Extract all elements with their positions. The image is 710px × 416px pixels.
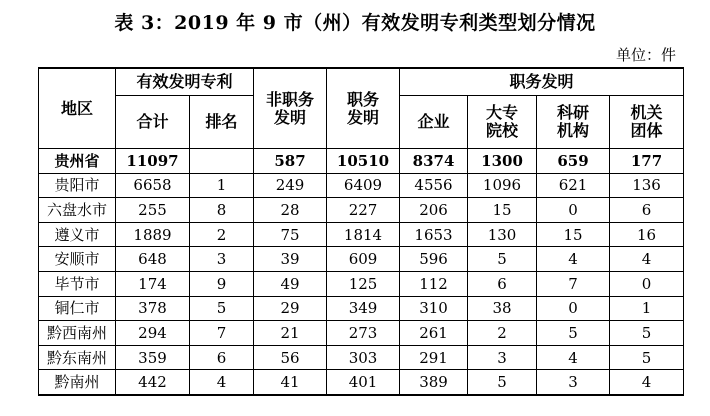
cell-enterprise: 112 [400, 271, 468, 296]
cell-non-service: 587 [254, 149, 327, 174]
patent-table [38, 67, 684, 396]
header-total: 合计 [116, 96, 190, 149]
cell-college: 1300 [468, 149, 537, 174]
cell-total: 442 [116, 370, 190, 395]
cell-non-service: 249 [254, 173, 327, 198]
cell-rank: 3 [190, 247, 254, 272]
cell-research: 0 [537, 198, 610, 223]
cell-region: 贵州省 [39, 149, 116, 174]
cell-research: 4 [537, 345, 610, 370]
header-non-service-line1: 非职务 [266, 89, 315, 109]
cell-research: 7 [537, 271, 610, 296]
header-non-service-line2: 发明 [274, 107, 307, 127]
header-research [537, 96, 610, 149]
cell-rank: 2 [190, 222, 254, 247]
cell-government: 4 [610, 370, 684, 395]
cell-service: 273 [327, 321, 400, 346]
cell-college: 15 [468, 198, 537, 223]
cell-research: 3 [537, 370, 610, 395]
header-rank: 排名 [190, 96, 254, 149]
table-body [39, 149, 684, 395]
cell-rank: 8 [190, 198, 254, 223]
cell-college: 5 [468, 370, 537, 395]
cell-region: 毕节市 [39, 271, 116, 296]
cell-college: 2 [468, 321, 537, 346]
header-non-service [254, 68, 327, 149]
cell-service: 303 [327, 345, 400, 370]
cell-total: 648 [116, 247, 190, 272]
cell-research: 659 [537, 149, 610, 174]
cell-enterprise: 291 [400, 345, 468, 370]
cell-total: 6658 [116, 173, 190, 198]
cell-government: 5 [610, 345, 684, 370]
cell-enterprise: 261 [400, 321, 468, 346]
table-row [39, 370, 684, 395]
cell-enterprise: 4556 [400, 173, 468, 198]
cell-service: 1814 [327, 222, 400, 247]
table-row [39, 296, 684, 321]
cell-region: 六盘水市 [39, 198, 116, 223]
cell-region: 黔南州 [39, 370, 116, 395]
table-row [39, 222, 684, 247]
header-service-line2: 发明 [347, 107, 380, 127]
cell-region: 贵阳市 [39, 173, 116, 198]
cell-rank: 1 [190, 173, 254, 198]
cell-non-service: 49 [254, 271, 327, 296]
cell-service: 6409 [327, 173, 400, 198]
header-valid-group: 有效发明专利 [116, 68, 254, 96]
cell-research: 15 [537, 222, 610, 247]
cell-service: 401 [327, 370, 400, 395]
cell-total: 1889 [116, 222, 190, 247]
cell-region: 黔东南州 [39, 345, 116, 370]
header-college-line2: 院校 [486, 121, 519, 140]
cell-government: 1 [610, 296, 684, 321]
cell-college: 38 [468, 296, 537, 321]
cell-research: 5 [537, 321, 610, 346]
cell-total: 294 [116, 321, 190, 346]
cell-government: 177 [610, 149, 684, 174]
cell-non-service: 21 [254, 321, 327, 346]
table-row [39, 149, 684, 174]
cell-government: 0 [610, 271, 684, 296]
cell-government: 136 [610, 173, 684, 198]
cell-enterprise: 8374 [400, 149, 468, 174]
cell-government: 4 [610, 247, 684, 272]
header-research-line1: 科研 [557, 103, 590, 122]
table-row [39, 271, 684, 296]
cell-research: 0 [537, 296, 610, 321]
cell-non-service: 41 [254, 370, 327, 395]
cell-enterprise: 1653 [400, 222, 468, 247]
header-service-line1: 职务 [347, 89, 380, 109]
header-research-line2: 机构 [557, 121, 590, 140]
cell-non-service: 28 [254, 198, 327, 223]
header-government [610, 96, 684, 149]
table-row [39, 321, 684, 346]
header-government-line1: 机关 [630, 103, 663, 122]
cell-total: 255 [116, 198, 190, 223]
table-row [39, 173, 684, 198]
cell-service: 10510 [327, 149, 400, 174]
cell-non-service: 39 [254, 247, 327, 272]
cell-enterprise: 206 [400, 198, 468, 223]
cell-government: 16 [610, 222, 684, 247]
cell-total: 359 [116, 345, 190, 370]
cell-rank: 6 [190, 345, 254, 370]
cell-research: 621 [537, 173, 610, 198]
cell-service: 609 [327, 247, 400, 272]
cell-service: 125 [327, 271, 400, 296]
cell-college: 6 [468, 271, 537, 296]
cell-region: 安顺市 [39, 247, 116, 272]
unit-label: 单位：件 [615, 46, 676, 64]
cell-rank: 5 [190, 296, 254, 321]
cell-total: 378 [116, 296, 190, 321]
header-enterprise: 企业 [400, 96, 468, 149]
cell-service: 227 [327, 198, 400, 223]
cell-total: 11097 [116, 149, 190, 174]
cell-region: 铜仁市 [39, 296, 116, 321]
cell-college: 1096 [468, 173, 537, 198]
cell-research: 4 [537, 247, 610, 272]
header-government-line2: 团体 [630, 121, 663, 140]
cell-non-service: 75 [254, 222, 327, 247]
cell-non-service: 56 [254, 345, 327, 370]
cell-enterprise: 310 [400, 296, 468, 321]
table-row [39, 345, 684, 370]
cell-service: 349 [327, 296, 400, 321]
cell-rank: 4 [190, 370, 254, 395]
table-title: 表 3：2019 年 9 市（州）有效发明专利类型划分情况 [114, 12, 596, 34]
cell-rank: 9 [190, 271, 254, 296]
header-service-group: 职务发明 [400, 68, 684, 96]
cell-college: 3 [468, 345, 537, 370]
cell-enterprise: 596 [400, 247, 468, 272]
cell-enterprise: 389 [400, 370, 468, 395]
cell-government: 6 [610, 198, 684, 223]
cell-college: 5 [468, 247, 537, 272]
cell-region: 黔西南州 [39, 321, 116, 346]
header-region: 地区 [39, 68, 116, 149]
table-row [39, 198, 684, 223]
cell-region: 遵义市 [39, 222, 116, 247]
cell-college: 130 [468, 222, 537, 247]
cell-government: 5 [610, 321, 684, 346]
cell-rank: 7 [190, 321, 254, 346]
cell-rank [190, 149, 254, 174]
table-row [39, 247, 684, 272]
cell-total: 174 [116, 271, 190, 296]
header-college-line1: 大专 [486, 103, 519, 122]
header-service [327, 68, 400, 149]
header-college [468, 96, 537, 149]
cell-non-service: 29 [254, 296, 327, 321]
